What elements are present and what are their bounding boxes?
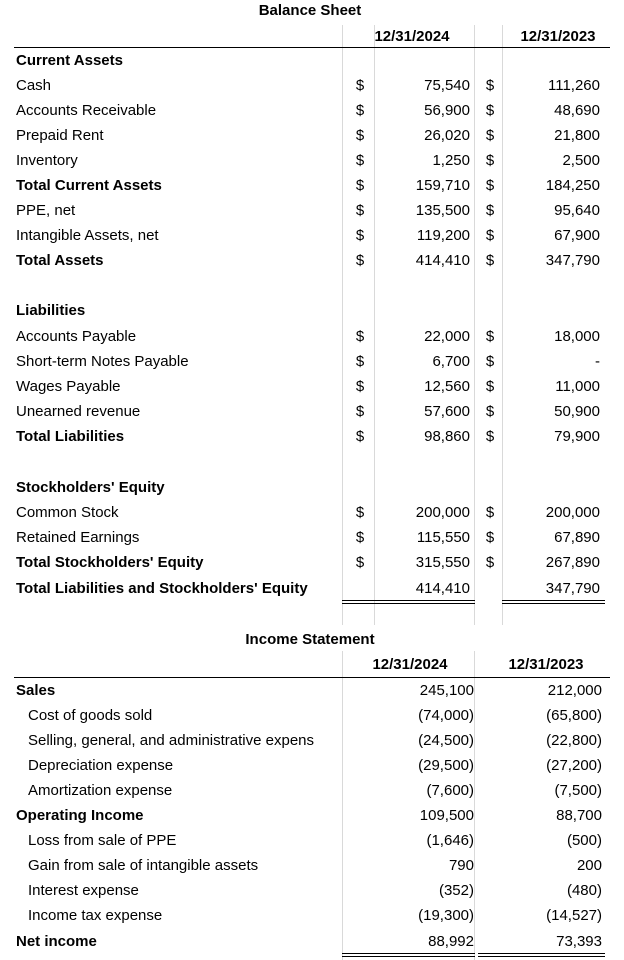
- currency-symbol: $: [485, 328, 495, 345]
- table-row: [0, 576, 624, 601]
- currency-symbol: $: [355, 428, 365, 445]
- row-value-2024: 6,700: [432, 353, 470, 370]
- currency-symbol: $: [485, 102, 495, 119]
- equity-heading: Stockholders' Equity: [16, 479, 165, 496]
- table-row: [0, 324, 624, 349]
- currency-symbol: $: [355, 529, 365, 546]
- row-value-2024: 115,550: [416, 529, 470, 546]
- table-row: [0, 525, 624, 550]
- row-value-2024: (19,300): [418, 907, 474, 924]
- row-value-2023: 2,500: [562, 152, 600, 169]
- balance-sheet-title: Balance Sheet: [258, 2, 362, 19]
- currency-symbol: $: [485, 127, 495, 144]
- row-label: Selling, general, and administrative expens: [28, 732, 315, 749]
- row-value-2023: (22,800): [546, 732, 602, 749]
- row-value-2024: 22,000: [424, 328, 470, 345]
- currency-symbol: $: [485, 428, 495, 445]
- row-label: Income tax expense: [28, 907, 163, 924]
- row-value-2024: 75,540: [424, 77, 470, 94]
- row-label: Total Liabilities: [16, 428, 125, 445]
- row-value-2024: (29,500): [418, 757, 474, 774]
- table-row: [0, 853, 624, 878]
- currency-symbol: $: [485, 202, 495, 219]
- is-col-header-2023: 12/31/2023: [508, 656, 584, 673]
- row-label: Intangible Assets, net: [16, 227, 159, 244]
- row-value-2023: 267,890: [545, 554, 600, 571]
- row-value-2023: 95,640: [554, 202, 600, 219]
- row-value-2024: 12,560: [424, 378, 470, 395]
- currency-symbol: $: [355, 102, 365, 119]
- row-label: Retained Earnings: [16, 529, 140, 546]
- row-label: Inventory: [16, 152, 78, 169]
- table-row: [0, 374, 624, 399]
- table-row: [0, 753, 624, 778]
- table-row: [0, 198, 624, 223]
- currency-symbol: $: [485, 529, 495, 546]
- table-row: [0, 803, 624, 828]
- row-label: Common Stock: [16, 504, 119, 521]
- row-label: Accounts Payable: [16, 328, 137, 345]
- row-value-2023: 21,800: [554, 127, 600, 144]
- table-row: [0, 123, 624, 148]
- row-value-2024: 414,410: [415, 252, 470, 269]
- double-underline: [342, 953, 475, 957]
- currency-symbol: $: [355, 353, 365, 370]
- table-row: [0, 148, 624, 173]
- row-label: Total Liabilities and Stockholders' Equity: [16, 580, 308, 597]
- row-value-2023: 48,690: [554, 102, 600, 119]
- row-value-2024: 159,710: [415, 177, 470, 194]
- table-row: [0, 349, 624, 374]
- table-row: [0, 929, 624, 954]
- currency-symbol: $: [485, 152, 495, 169]
- row-label: Total Assets: [16, 252, 104, 269]
- currency-symbol: $: [355, 252, 365, 269]
- section-heading-row: [0, 475, 624, 500]
- table-row: [0, 878, 624, 903]
- currency-symbol: $: [485, 227, 495, 244]
- row-value-2023: 212,000: [547, 682, 602, 699]
- currency-symbol: $: [485, 378, 495, 395]
- double-underline: [502, 600, 605, 604]
- table-row: [0, 399, 624, 424]
- row-value-2023: 88,700: [556, 807, 602, 824]
- row-value-2024: (1,646): [426, 832, 474, 849]
- row-value-2023: 67,890: [554, 529, 600, 546]
- table-row: [0, 778, 624, 803]
- table-row: [0, 98, 624, 123]
- currency-symbol: $: [355, 127, 365, 144]
- section-heading-row: [0, 298, 624, 323]
- current-assets-heading: Current Assets: [16, 52, 123, 69]
- currency-symbol: $: [355, 152, 365, 169]
- row-value-2024: 56,900: [424, 102, 470, 119]
- currency-symbol: $: [485, 353, 495, 370]
- table-row: [0, 223, 624, 248]
- table-row: [0, 678, 624, 703]
- row-value-2023: 11,000: [555, 378, 600, 395]
- currency-symbol: $: [485, 177, 495, 194]
- row-label: Cash: [16, 77, 52, 94]
- row-value-2024: 88,992: [428, 933, 474, 950]
- currency-symbol: $: [355, 77, 365, 94]
- currency-symbol: $: [485, 504, 495, 521]
- currency-symbol: $: [485, 554, 495, 571]
- row-value-2023: 79,900: [554, 428, 600, 445]
- row-value-2023: 347,790: [545, 252, 600, 269]
- table-row: [0, 248, 624, 273]
- row-value-2024: 245,100: [419, 682, 474, 699]
- currency-symbol: $: [355, 378, 365, 395]
- row-label: Net income: [16, 933, 97, 950]
- row-value-2023: 50,900: [554, 403, 600, 420]
- row-label: PPE, net: [16, 202, 76, 219]
- row-value-2024: (7,600): [426, 782, 474, 799]
- row-label: Wages Payable: [16, 378, 121, 395]
- row-value-2023: 200,000: [545, 504, 600, 521]
- row-label: Operating Income: [16, 807, 144, 824]
- table-row: [0, 903, 624, 928]
- section-heading-row: [0, 48, 624, 73]
- currency-symbol: $: [485, 403, 495, 420]
- row-value-2023: 67,900: [554, 227, 600, 244]
- row-value-2024: 200,000: [415, 504, 470, 521]
- row-value-2024: (74,000): [418, 707, 474, 724]
- liabilities-heading: Liabilities: [16, 302, 86, 319]
- row-value-2024: 135,500: [415, 202, 470, 219]
- row-label: Gain from sale of intangible assets: [28, 857, 259, 874]
- row-label: Total Stockholders' Equity: [16, 554, 204, 571]
- currency-symbol: $: [355, 504, 365, 521]
- row-value-2023: 184,250: [545, 177, 600, 194]
- row-value-2023: 73,393: [556, 933, 602, 950]
- row-label: Accounts Receivable: [16, 102, 157, 119]
- income-statement-title: Income Statement: [245, 631, 375, 648]
- currency-symbol: $: [485, 252, 495, 269]
- row-value-2023: (27,200): [546, 757, 602, 774]
- currency-symbol: $: [355, 177, 365, 194]
- row-label: Depreciation expense: [28, 757, 174, 774]
- table-row: [0, 828, 624, 853]
- table-row: [0, 500, 624, 525]
- row-label: Loss from sale of PPE: [28, 832, 177, 849]
- row-label: Unearned revenue: [16, 403, 141, 420]
- table-row: [0, 73, 624, 98]
- row-value-2023: -: [595, 353, 600, 370]
- currency-symbol: $: [355, 227, 365, 244]
- row-value-2023: (7,500): [554, 782, 602, 799]
- row-label: Total Current Assets: [16, 177, 162, 194]
- row-value-2023: (65,800): [546, 707, 602, 724]
- row-value-2024: 57,600: [424, 403, 470, 420]
- row-label: Prepaid Rent: [16, 127, 104, 144]
- row-value-2023: (14,527): [546, 907, 602, 924]
- row-value-2024: 26,020: [424, 127, 470, 144]
- currency-symbol: $: [355, 403, 365, 420]
- row-value-2023: (500): [566, 832, 602, 849]
- row-value-2024: 109,500: [419, 807, 474, 824]
- row-value-2024: 790: [448, 857, 474, 874]
- row-label: Interest expense: [28, 882, 139, 899]
- currency-symbol: $: [485, 77, 495, 94]
- row-label: Amortization expense: [28, 782, 173, 799]
- table-row: [0, 173, 624, 198]
- row-value-2024: 315,550: [415, 554, 470, 571]
- currency-symbol: $: [355, 202, 365, 219]
- double-underline: [342, 600, 475, 604]
- row-value-2023: 200: [576, 857, 602, 874]
- bs-col-header-2024: 12/31/2024: [374, 28, 450, 45]
- currency-symbol: $: [355, 328, 365, 345]
- row-label: Sales: [16, 682, 56, 699]
- table-row: [0, 424, 624, 449]
- row-label: Cost of goods sold: [28, 707, 153, 724]
- row-value-2023: (480): [566, 882, 602, 899]
- currency-symbol: $: [355, 554, 365, 571]
- row-value-2024: 119,200: [416, 227, 470, 244]
- row-value-2023: 111,260: [548, 77, 600, 94]
- row-label: Short-term Notes Payable: [16, 353, 189, 370]
- row-value-2024: (24,500): [418, 732, 474, 749]
- row-value-2024: 414,410: [415, 580, 470, 597]
- table-row: [0, 728, 624, 753]
- is-col-header-2024: 12/31/2024: [372, 656, 448, 673]
- row-value-2024: (352): [438, 882, 474, 899]
- table-row: [0, 703, 624, 728]
- double-underline: [478, 953, 605, 957]
- table-row: [0, 550, 624, 575]
- row-value-2023: 347,790: [545, 580, 600, 597]
- row-value-2024: 98,860: [424, 428, 470, 445]
- row-value-2023: 18,000: [554, 328, 600, 345]
- row-value-2024: 1,250: [432, 152, 470, 169]
- bs-col-header-2023: 12/31/2023: [520, 28, 596, 45]
